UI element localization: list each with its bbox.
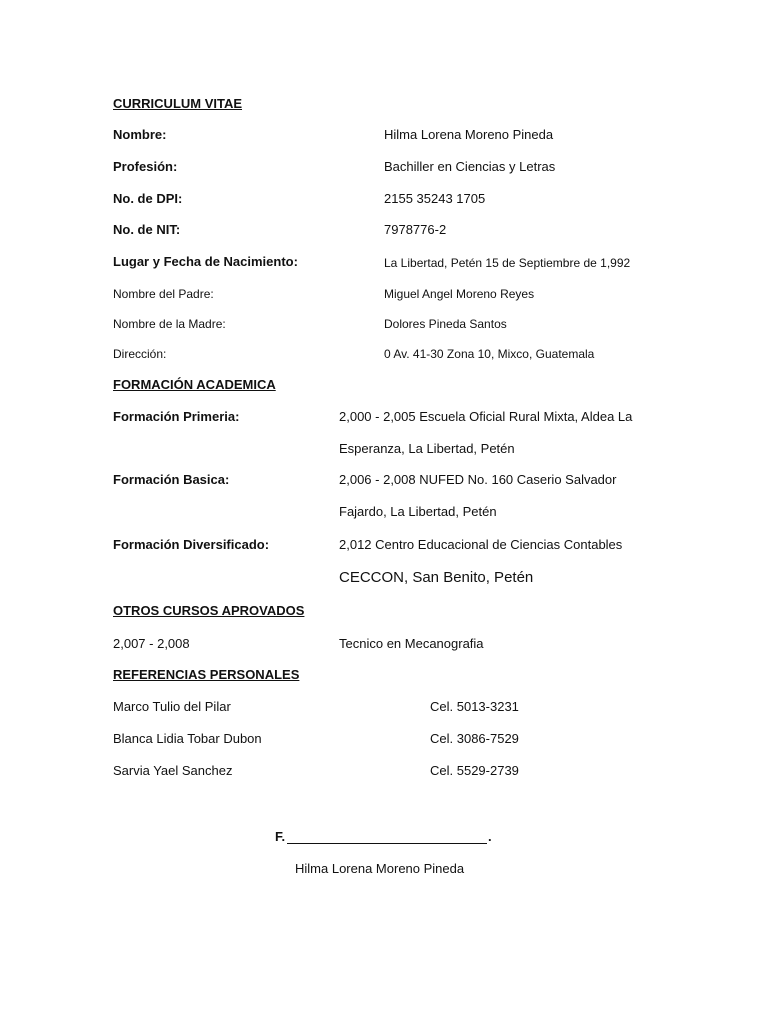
primaria-label: Formación Primeria: bbox=[113, 409, 240, 424]
signature-line bbox=[287, 843, 487, 844]
formacion-heading: FORMACIÓN ACADEMICA bbox=[113, 377, 276, 392]
diversificado-line2: CECCON, San Benito, Petén bbox=[339, 569, 534, 586]
primaria-line2: Esperanza, La Libertad, Petén bbox=[339, 441, 515, 456]
nacimiento-label: Lugar y Fecha de Nacimiento: bbox=[113, 254, 298, 269]
signature-name: Hilma Lorena Moreno Pineda bbox=[295, 861, 465, 876]
dpi-value: 2155 35243 1705 bbox=[384, 191, 486, 206]
signature-prefix: F. bbox=[275, 829, 286, 844]
nombre-label: Nombre: bbox=[113, 127, 167, 142]
cursos-name: Tecnico en Mecanografia bbox=[339, 636, 484, 651]
nit-label: No. de NIT: bbox=[113, 222, 181, 237]
direccion-value: 0 Av. 41-30 Zona 10, Mixco, Guatemala bbox=[384, 347, 595, 361]
cursos-heading: OTROS CURSOS APROVADOS bbox=[113, 603, 305, 618]
referencia-phone: Cel. 3086-7529 bbox=[430, 731, 519, 746]
referencia-phone: Cel. 5013-3231 bbox=[430, 699, 519, 714]
dpi-label: No. de DPI: bbox=[113, 191, 183, 206]
madre-value: Dolores Pineda Santos bbox=[384, 317, 507, 331]
direccion-label: Dirección: bbox=[113, 347, 167, 361]
profesion-label: Profesión: bbox=[113, 159, 178, 174]
signature-suffix: . bbox=[488, 829, 492, 844]
madre-label: Nombre de la Madre: bbox=[113, 317, 226, 331]
referencia-name: Blanca Lidia Tobar Dubon bbox=[113, 731, 262, 746]
diversificado-label: Formación Diversificado: bbox=[113, 537, 270, 552]
diversificado-line1: 2,012 Centro Educacional de Ciencias Contables bbox=[339, 537, 623, 552]
nacimiento-value: La Libertad, Petén 15 de Septiembre de 1,992 bbox=[384, 256, 631, 270]
document-title: CURRICULUM VITAE bbox=[113, 96, 243, 111]
basica-label: Formación Basica: bbox=[113, 472, 230, 487]
referencia-name: Marco Tulio del Pilar bbox=[113, 699, 231, 714]
basica-line1: 2,006 - 2,008 NUFED No. 160 Caserio Salvador bbox=[339, 472, 617, 487]
primaria-line1: 2,000 - 2,005 Escuela Oficial Rural Mixta, Aldea La bbox=[339, 409, 633, 424]
padre-value: Miguel Angel Moreno Reyes bbox=[384, 287, 535, 301]
profesion-value: Bachiller en Ciencias y Letras bbox=[384, 159, 556, 174]
referencia-name: Sarvia Yael Sanchez bbox=[113, 763, 233, 778]
padre-label: Nombre del Padre: bbox=[113, 287, 214, 301]
basica-line2: Fajardo, La Libertad, Petén bbox=[339, 504, 497, 519]
cursos-years: 2,007 - 2,008 bbox=[113, 636, 190, 651]
nombre-value: Hilma Lorena Moreno Pineda bbox=[384, 127, 554, 142]
referencia-phone: Cel. 5529-2739 bbox=[430, 763, 519, 778]
referencias-heading: REFERENCIAS PERSONALES bbox=[113, 667, 300, 682]
nit-value: 7978776-2 bbox=[384, 222, 447, 237]
